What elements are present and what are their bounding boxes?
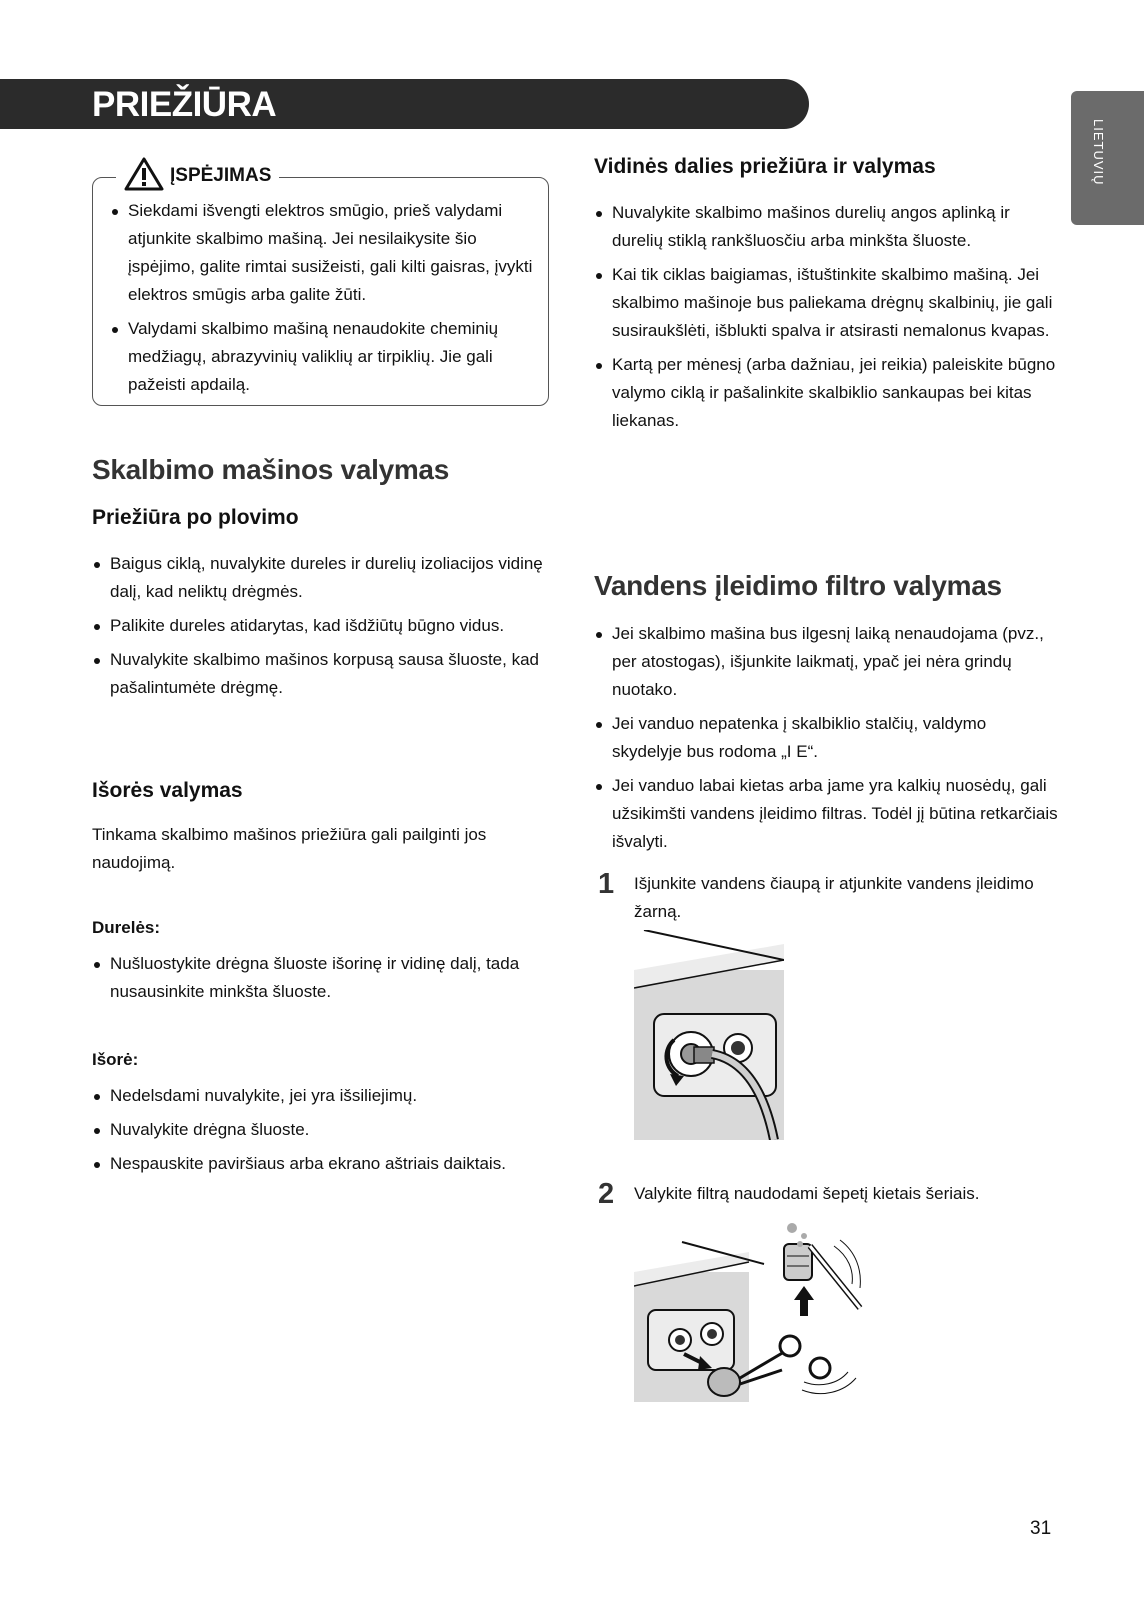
list-item: Nuvalykite skalbimo mašinos korpusą sausa šluoste, kad pašalintumėte drėgmę. <box>92 646 547 702</box>
warning-list <box>110 197 540 405</box>
section-title-machine-cleaning: Skalbimo mašinos valymas <box>92 454 449 485</box>
subsection-title-interior: Vidinės dalies priežiūra ir valymas <box>594 155 936 178</box>
page-title: PRIEŽIŪRA <box>92 85 277 124</box>
step-2-number: 2 <box>598 1178 615 1210</box>
disconnect-hose-illustration <box>634 930 784 1145</box>
after-wash-list <box>92 550 547 708</box>
list-item: Kartą per mėnesį (arba dažniau, jei reikia) paleiskite būgno valymo ciklą ir pašalinkite skalbiklio sankaupas bei kitas liekanas. <box>594 351 1059 435</box>
warning-header <box>116 157 279 195</box>
step-2-text: Valykite filtrą naudodami šepetį kietais šeriais. <box>634 1184 980 1203</box>
page-number: 31 <box>1030 1518 1052 1539</box>
warning-title: ĮSPĖJIMAS <box>170 165 272 186</box>
list-item: Palikite dureles atidarytas, kad išdžiūtų būgno vidus. <box>92 612 547 640</box>
step-1-number: 1 <box>598 868 615 900</box>
list-item: Nuvalykite skalbimo mašinos durelių angos aplinką ir durelių stiklą rankšluosčiu arba minkšta šluoste. <box>594 199 1059 255</box>
step-1-text: Išjunkite vandens čiaupą ir atjunkite vandens įleidimo žarną. <box>634 874 1034 921</box>
filter-list <box>594 620 1059 862</box>
list-item: Nespauskite paviršiaus arba ekrano aštriais daiktais. <box>92 1150 552 1178</box>
list-item: Kai tik ciklas baigiamas, ištuštinkite skalbimo mašiną. Jei skalbimo mašinoje bus paliekama drėgnų skalbinių, jie gali susiraukšlėti, išblukti spalva ir atsirasti nemalonus kvapas. <box>594 261 1059 345</box>
list-item: Nuvalykite drėgna šluoste. <box>92 1116 552 1144</box>
list-item: Nušluostykite drėgna šluoste išorinę ir vidinę dalį, tada nusausinkite minkšta šluoste. <box>92 950 552 1006</box>
exterior-intro: Tinkama skalbimo mašinos priežiūra gali pailginti jos naudojimą. <box>92 825 487 872</box>
language-tab <box>1071 91 1144 225</box>
section-title-filter: Vandens įleidimo filtro valymas <box>594 570 1002 601</box>
door-list <box>92 950 552 1012</box>
language-tab-label: LIETUVIŲ <box>1091 119 1106 186</box>
list-item: Jei vanduo labai kietas arba jame yra kalkių nuosėdų, gali užsikimšti vandens įleidimo filtras. Todėl jį būtina retkarčiais išvalyti. <box>594 772 1059 856</box>
door-heading: Durelės: <box>92 918 161 937</box>
clean-filter-illustration <box>634 1222 894 1407</box>
outside-heading: Išorė: <box>92 1050 139 1069</box>
list-item: Siekdami išvengti elektros smūgio, prieš valydami atjunkite skalbimo mašiną. Jei nesilaikysite šio įspėjimo, galite rimtai susižeisti, gali kilti gaisras, įvykti elektros smūgis arba galite žūti. <box>110 197 540 309</box>
interior-list <box>594 199 1059 441</box>
warning-triangle-icon <box>124 157 164 196</box>
subsection-title-exterior: Išorės valymas <box>92 779 243 802</box>
list-item: Jei vanduo nepatenka į skalbiklio stalčių, valdymo skydelyje bus rodoma „I E“. <box>594 710 1059 766</box>
list-item: Nedelsdami nuvalykite, jei yra išsiliejimų. <box>92 1082 552 1110</box>
outside-list <box>92 1082 552 1184</box>
list-item: Jei skalbimo mašina bus ilgesnį laiką nenaudojama (pvz., per atostogas), išjunkite laikmatį, ypač jei nėra grindų nuotako. <box>594 620 1059 704</box>
list-item: Valydami skalbimo mašiną nenaudokite cheminių medžiagų, abrazyvinių valiklių ar tirpiklių. Jie gali pažeisti apdailą. <box>110 315 540 399</box>
subsection-title-after-wash: Priežiūra po plovimo <box>92 506 299 529</box>
list-item: Baigus ciklą, nuvalykite dureles ir durelių izoliacijos vidinę dalį, kad neliktų drėgmės. <box>92 550 547 606</box>
